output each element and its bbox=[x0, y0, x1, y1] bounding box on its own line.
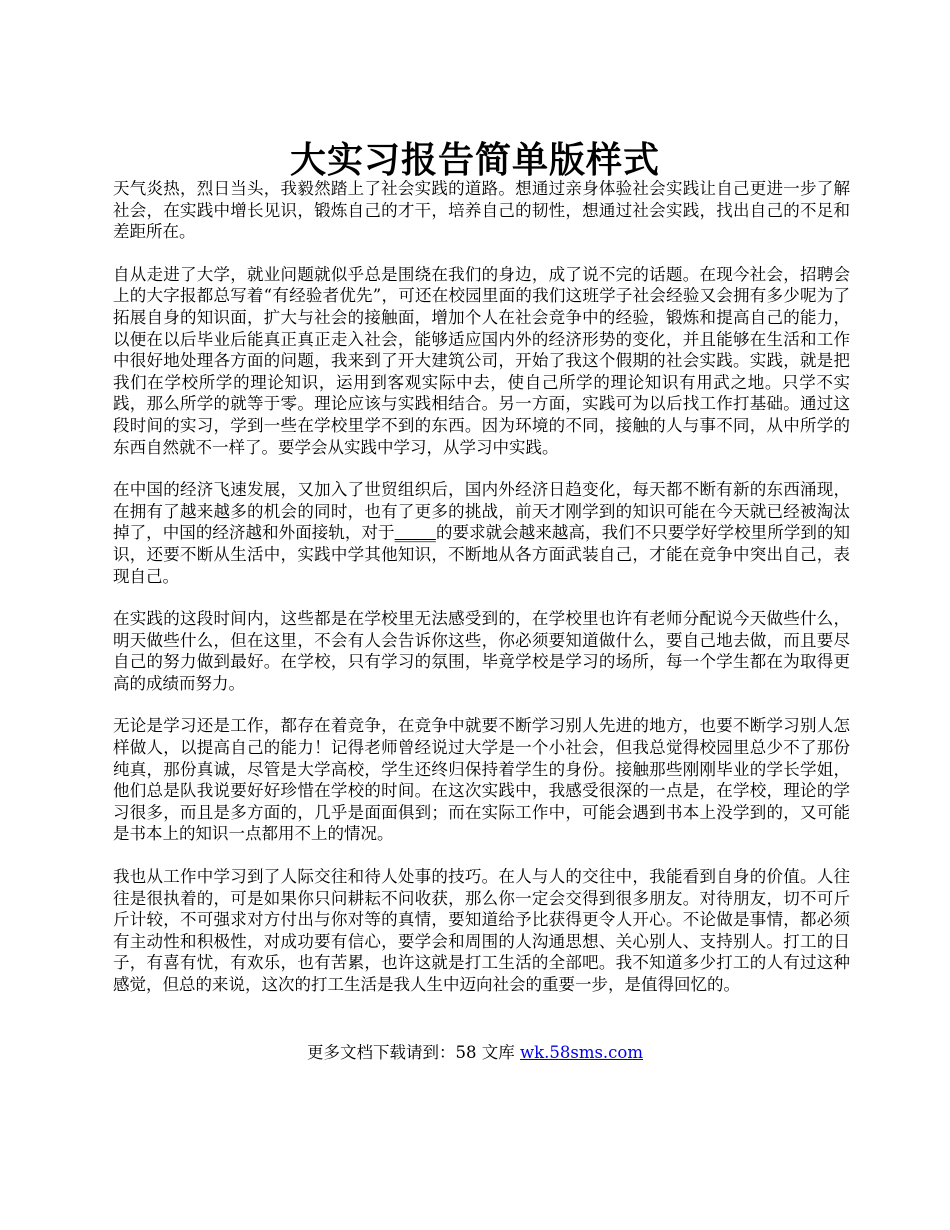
paragraph-4: 在实践的这段时间内，这些都是在学校里无法感受到的，在学校里也许有老师分配说今天做些什么，明天做些什么，但在这里，不会有人会告诉你这些，你必须要知道做什么，要自己地去做，而且要尽自己的努力做到最好。在学校，只有学习的氛围，毕竟学校是学习的场所，每一个学生都在为取得更高的成绩而努力。 bbox=[113, 609, 850, 693]
paragraph-2: 自从走进了大学，就业问题就似乎总是围绕在我们的身边，成了说不完的话题。在现今社会，招聘会上的大字报都总写着“有经验者优先”，可还在校园里面的我们这班学子社会经验又会拥有多少呢为了拓展自身的知识面，扩大与社会的接触面，增加个人在社会竞争中的经验，锻炼和提高自己的能力，以便在以后毕业后能真正真正走入社会，能够适应国内外的经济形势的变化，并且能够在生活和工作中很好地处理各方面的问题，我来到了开大建筑公司，开始了我这个假期的社会实践。实践，就是把我们在学校所学的理论知识，运用到客观实际中去，使自己所学的理论知识有用武之地。只学不实践，那么所学的就等于零。理论应该与实践相结合。另一方面，实践可为以后找工作打基础。通过这段时间的实习，学到一些在学校里学不到的东西。因为环境的不同，接触的人与事不同，从中所学的东西自然就不一样了。要学会从实践中学习，从学习中实践。 bbox=[113, 264, 850, 457]
paragraph-3-text-before: 在中国的经济飞速发展，又加入了世贸组织后，国内外经济日趋变化，每天都不断有新的东西涌现，在拥有了越来越多的机会的同时，也有了更多的挑战，前天才刚学到的知识可能在今天就已经被淘汰掉了，中国的经济越和外面接轨，对于 bbox=[113, 480, 850, 543]
download-footer bbox=[0, 1042, 950, 1064]
paragraph-3-text-after: 的要求就会越来越高，我们不只要学好学校里所学到的知识，还要不断从生活中，实践中学其他知识，不断地从各方面武装自己，才能在竞争中突出自己，表现自己。 bbox=[113, 523, 851, 586]
paragraph-3 bbox=[113, 479, 850, 587]
document-body bbox=[113, 178, 850, 1017]
document-title: 大实习报告简单版样式 bbox=[289, 139, 660, 182]
paragraph-1: 天气炎热，烈日当头，我毅然踏上了社会实践的道路。想通过亲身体验社会实践让自己更进一步了解社会，在实践中增长见识，锻炼自己的才干，培养自己的韧性，想通过社会实践，找出自己的不足和差距所在。 bbox=[113, 179, 850, 242]
footer-prefix: 更多文档下载请到：58 文库 bbox=[306, 1043, 520, 1062]
paragraph-6: 我也从工作中学习到了人际交往和待人处事的技巧。在人与人的交往中，我能看到自身的价值。人往往是很执着的，可是如果你只问耕耘不问收获，那么你一定会交得到很多朋友。对待朋友，切不可斤斤计较，不可强求对方付出与你对等的真情，要知道给予比获得更令人开心。不论做是事情，都必须有主动性和积极性，对成功要有信心，要学会和周围的人沟通思想、关心别人、支持别人。打工的日子，有喜有忧，有欢乐，也有苦累，也许这就是打工生活的全部吧。我不知道多少打工的人有过这种感觉，但总的来说，这次的打工生活是我人生中迈向社会的重要一步，是值得回忆的。 bbox=[113, 867, 850, 994]
paragraph-5: 无论是学习还是工作，都存在着竞争，在竞争中就要不断学习别人先进的地方，也要不断学习别人怎样做人，以提高自己的能力！记得老师曾经说过大学是一个小社会，但我总觉得校园里总少不了那份纯真，那份真诚，尽管是大学高校，学生还终归保持着学生的身份。接触那些刚刚毕业的学长学姐，他们总是队我说要好好珍惜在学校的时间。在这次实践中，我感受很深的一点是，在学校，理论的学习很多，而且是多方面的，几乎是面面俱到；而在实际工作中，可能会遇到书本上没学到的，又可能是书本上的知识一点都用不上的情况。 bbox=[113, 716, 850, 844]
fill-in-blank: _____ bbox=[394, 523, 436, 543]
footer-link[interactable]: wk.58sms.com bbox=[519, 1043, 643, 1062]
